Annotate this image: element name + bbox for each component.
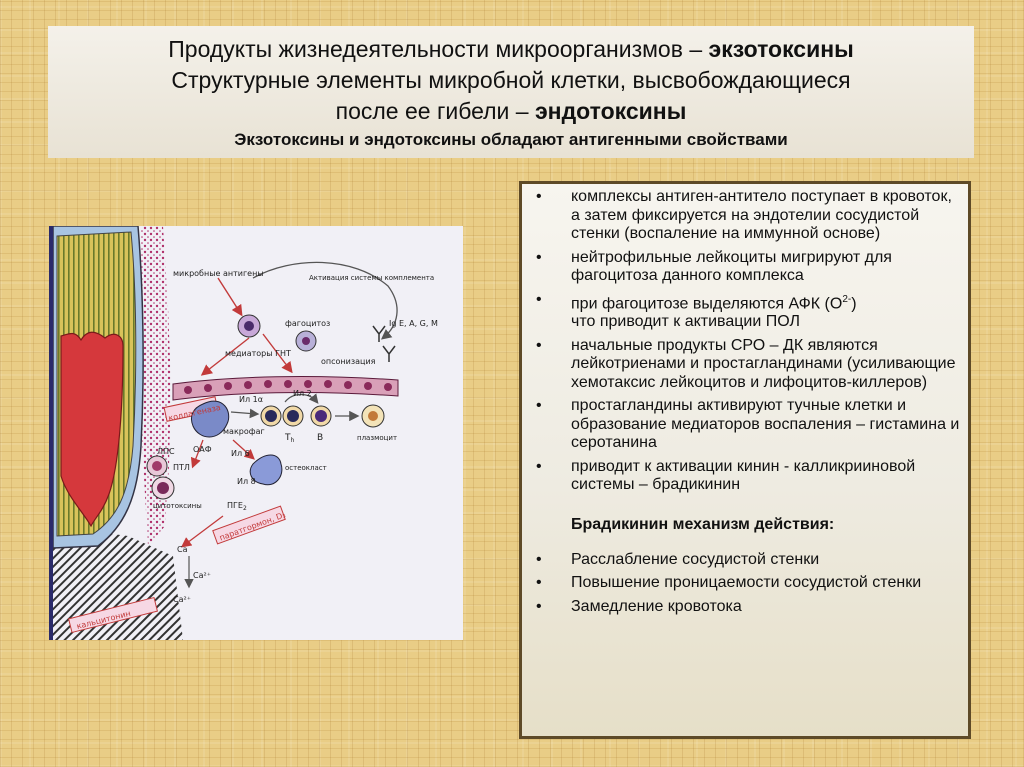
list-item-text-2: что приводит к активации ПОЛ: [571, 313, 800, 331]
label-pge2-sub: 2: [242, 505, 247, 512]
label-opsonization: опсонизация: [321, 357, 376, 366]
label-b: B: [317, 433, 324, 443]
label-ca2: Ca²⁺: [193, 571, 211, 580]
list-item: • Расслабление сосудистой стенки: [522, 551, 968, 570]
cytotoxic-cell-nucleus: [157, 482, 169, 494]
list-item: • Замедление кровотока: [522, 598, 968, 617]
mechanism-heading: Брадикинин механизм действия:: [571, 515, 835, 533]
label-plasmocyte: плазмоцит: [357, 434, 398, 442]
il1-arrow: [231, 412, 257, 414]
label-macrophage: макрофаг: [223, 427, 265, 436]
pathogenesis-list: [522, 188, 968, 495]
label-ca3: Ca²⁺: [173, 595, 191, 604]
bradykinin-effects-list: [522, 551, 968, 617]
label-il2: Ил 2: [293, 389, 312, 398]
label-th-main: T: [285, 433, 291, 443]
subtitle: Экзотоксины и эндотоксины обладают антигенными свойствами: [234, 130, 788, 149]
label-il8: Ил 8: [237, 477, 256, 486]
phagocyte-nucleus: [302, 337, 310, 345]
lymphocyte-th-nucleus: [287, 410, 299, 422]
antibody-icons: [373, 326, 395, 362]
label-il6: Ил 6: [231, 449, 250, 458]
list-item: • простагландины активируют тучные клетки и образование медиаторов воспаления – гистамина и серотанина: [522, 397, 968, 453]
list-item: • Повышение проницаемости сосудистой стенки: [522, 574, 968, 593]
label-th-sub: h: [290, 437, 295, 444]
label-calcitonin: кальцитонин: [75, 608, 132, 631]
diagram-svg: [53, 226, 463, 640]
label-cytotoxins: цитотоксины: [153, 502, 202, 510]
label-th: [284, 433, 295, 444]
label-lps: ЛПС: [157, 447, 175, 456]
list-item-text-end: ): [851, 294, 857, 312]
label-pge2: [227, 501, 247, 512]
list-item-text: при фагоцитозе выделяются АФК (О: [571, 294, 843, 312]
title-exotoxins: экзотоксины: [708, 36, 854, 62]
title-line-3: [48, 96, 974, 127]
label-il1a: Ил 1α: [239, 395, 264, 404]
title-line-2: Структурные элементы микробной клетки, высвобождающиеся: [171, 67, 851, 93]
lymphocyte-1-nucleus: [265, 410, 277, 422]
label-ca1: Ca: [177, 545, 188, 554]
title-box: [48, 26, 974, 158]
ptl-cell-nucleus: [152, 461, 162, 471]
lymphocyte-b-nucleus: [315, 410, 327, 422]
label-phagocytosis: фагоцитоз: [285, 319, 331, 328]
superoxide-superscript: 2-: [842, 293, 852, 305]
label-microbial-antigens: микробные антигены: [173, 269, 264, 278]
label-ig: Ig E, A, G, M: [389, 319, 438, 328]
label-collagenase: коллагеназа: [167, 402, 222, 423]
label-oaf: ОАФ: [193, 445, 212, 454]
label-ptl: ПТЛ: [173, 463, 190, 472]
title-line-1: [48, 34, 974, 65]
list-item: • начальные продукты СРО – ДК являются лейкотриенами и простагландинами (усиливающие хемотаксис лейкоцитов и лифоцитов-киллеров): [522, 337, 968, 393]
label-osteoclast: остеокласт: [285, 464, 327, 472]
list-item: [522, 291, 968, 332]
list-item: • комплексы антиген-антитело поступает в кровоток, а затем фиксируется на эндотелии сосудистой стенки (воспаление на иммунной основе): [522, 188, 968, 244]
mediator-nucleus: [244, 321, 254, 331]
list-item: • приводит к активации кинин - калликрииновой системы – брадикинин: [522, 458, 968, 495]
tooth-pathogenesis-diagram: [49, 226, 463, 640]
antigen-arrow: [218, 278, 241, 314]
title-line-1-text: Продукты жизнедеятельности микроорганизмов –: [168, 36, 709, 62]
plasmocyte-nucleus: [368, 411, 378, 421]
label-parathormone: паратгормон, D₃: [218, 510, 287, 543]
title-endotoxins: эндотоксины: [534, 98, 687, 124]
title-line-3-text: после ее гибели –: [335, 98, 535, 124]
label-mediators: медиаторы ГНТ: [225, 349, 291, 358]
list-item: • нейтрофильные лейкоциты мигрируют для фагоцитоза данного комплекса: [522, 249, 968, 286]
mechanism-list-box: [519, 181, 971, 739]
label-complement: Активация системы комплемента: [309, 274, 435, 282]
label-pge2-main: ПГЕ: [227, 501, 243, 510]
